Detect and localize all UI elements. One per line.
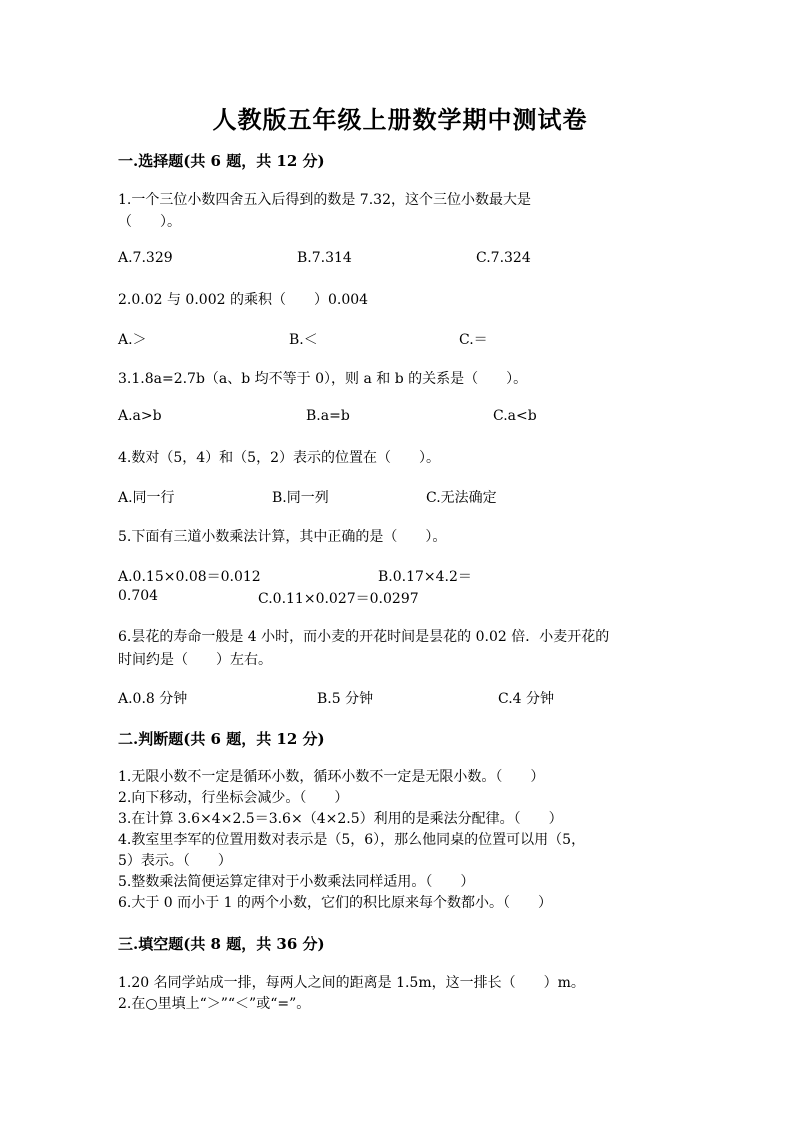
question-1-option-c[interactable]: C.7.324: [476, 250, 531, 266]
question-3-option-b[interactable]: B.a=b: [306, 408, 350, 424]
question-5-option-b-continued: 0.704: [118, 588, 159, 604]
question-5-line-1: 5.下面有三道小数乘法计算，其中正确的是（ ）。: [118, 529, 447, 545]
question-6-line-2: 时间约是（ ）左右。: [118, 652, 272, 668]
judgement-line-3: 3.在计算 3.6×4×2.5＝3.6×（4×2.5）利用的是乘法分配律。（ ）: [118, 811, 563, 827]
question-3-line-1: 3.1.8a=2.7b（a、b 均不等于 0），则 a 和 b 的关系是（ ）。: [118, 371, 528, 387]
question-5-option-b[interactable]: B.0.17×4.2＝: [378, 569, 472, 585]
question-2-option-a[interactable]: A.＞: [118, 332, 147, 348]
section-heading-judgement: 二.判断题(共 6 题，共 12 分): [118, 730, 325, 748]
question-1-line-1: 1.一个三位小数四舍五入后得到的数是 7.32，这个三位小数最大是: [118, 192, 531, 208]
section-heading-fill-in: 三.填空题(共 8 题，共 36 分): [118, 935, 325, 953]
question-1-option-b[interactable]: B.7.314: [297, 250, 352, 266]
judgement-line-5: 5）表示。（ ）: [118, 853, 232, 869]
question-6-option-a[interactable]: A.0.8 分钟: [118, 691, 188, 707]
page-title: 人教版五年级上册数学期中测试卷: [212, 105, 588, 134]
question-4-option-a[interactable]: A.同一行: [118, 490, 175, 506]
question-4-option-c[interactable]: C.无法确定: [426, 490, 497, 506]
judgement-line-6: 5.整数乘法简便运算定律对于小数乘法同样适用。（ ）: [118, 874, 475, 890]
question-6-line-1: 6.昙花的寿命一般是 4 小时，而小麦的开花时间是昙花的 0.02 倍．小麦开花的: [118, 629, 610, 645]
question-2-option-c[interactable]: C.＝: [459, 332, 488, 348]
judgement-line-4: 4.教室里李军的位置用数对表示是（5，6），那么他同桌的位置可以用（5，: [118, 832, 586, 848]
question-3-option-a[interactable]: A.a>b: [118, 408, 162, 424]
question-6-option-b[interactable]: B.5 分钟: [317, 691, 374, 707]
fill-in-line-1: 1.20 名同学站成一排，每两人之间的距离是 1.5m，这一排长（ ）m。: [118, 975, 585, 991]
judgement-line-7: 6.大于 0 而小于 1 的两个小数，它们的积比原来每个数都小。（ ）: [118, 895, 552, 911]
judgement-line-1: 1.无限小数不一定是循环小数，循环小数不一定是无限小数。（ ）: [118, 769, 545, 785]
question-1-line-2: （ ）。: [118, 214, 181, 230]
judgement-line-2: 2.向下移动，行坐标会减少。（ ）: [118, 790, 349, 806]
question-5-option-a[interactable]: A.0.15×0.08＝0.012: [118, 569, 261, 585]
question-4-option-b[interactable]: B.同一列: [272, 490, 329, 506]
question-5-option-c[interactable]: C.0.11×0.027＝0.0297: [258, 591, 419, 607]
question-1-option-a[interactable]: A.7.329: [118, 250, 173, 266]
question-2-line-1: 2.0.02 与 0.002 的乘积（ ）0.004: [118, 292, 369, 308]
question-6-option-c[interactable]: C.4 分钟: [498, 691, 555, 707]
section-heading-choice: 一.选择题(共 6 题，共 12 分): [118, 152, 325, 170]
fill-in-line-2: 2.在○里填上“＞”“＜”或“=”。: [118, 996, 311, 1012]
question-2-option-b[interactable]: B.＜: [289, 332, 318, 348]
question-4-line-1: 4.数对（5，4）和（5，2）表示的位置在（ ）。: [118, 450, 440, 466]
question-3-option-c[interactable]: C.a<b: [493, 408, 537, 424]
